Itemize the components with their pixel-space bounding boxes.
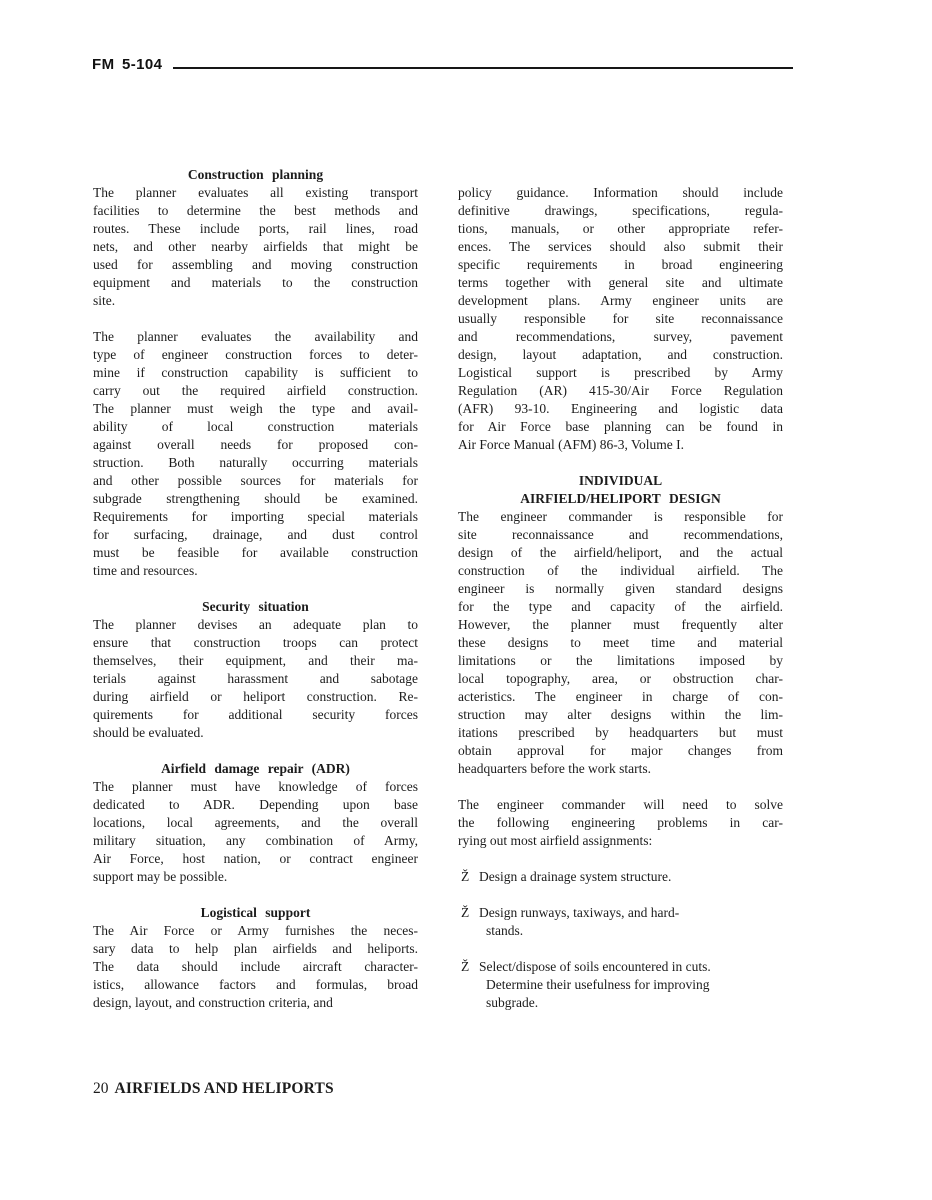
paragraph-line: The engineer commander will need to solve [458,797,783,812]
paragraph-line: design, layout adaptation, and construction. [458,347,783,362]
bullet-item [458,904,783,940]
paragraph-line: support may be possible. [93,869,228,884]
heading-line: AIRFIELD/HELIPORT DESIGN [520,491,721,506]
bullet-marker: Ž [461,869,470,884]
paragraph-line: The planner must weigh the type and avail- [93,401,418,416]
bullet-line: Select/dispose of soils encountered in cuts. [479,959,711,974]
paragraph-line: design of the airfield/heliport, and the actual [458,545,783,560]
bullet-item [458,958,783,1012]
paragraph-line: must be feasible for available construction [93,545,418,560]
paragraph-line: headquarters before the work starts. [458,761,652,776]
paragraph-line: The planner evaluates the availability and [93,329,418,344]
heading-line: INDIVIDUAL [578,473,663,488]
heading-line: Airfield damage repair (ADR) [161,761,350,776]
paragraph-line: subgrade strengthening should be examined. [93,491,418,506]
header-rule [173,67,793,69]
paragraph-line: against overall needs for proposed con- [93,437,418,452]
section-heading [93,166,418,184]
paragraph-line: time and resources. [93,563,198,578]
paragraph-line: (AFR) 93-10. Engineering and logistic data [458,401,783,416]
paragraph-line: and recommendations, survey, pavement [458,329,783,344]
paragraph [458,184,783,454]
text-columns [93,166,783,1012]
paragraph [93,922,418,1012]
manual-title: AIRFIELDS AND HELIPORTS [114,1080,334,1097]
bullet-text [479,958,783,1012]
paragraph-line: struction may alter designs within the lim- [458,707,783,722]
paragraph-line: The planner evaluates all existing transport [93,185,418,200]
paragraph-line: The data should include aircraft character- [93,959,418,974]
paragraph-line: nets, and other nearby airfields that might be [93,239,418,254]
paragraph-line: equipment and materials to the construction [93,275,418,290]
paragraph-line: mine if construction capability is sufficient to [93,365,418,380]
paragraph-line: site. [93,293,116,308]
paragraph-line: Air Force, host nation, or contract engineer [93,851,418,866]
paragraph-line: tions, manuals, or other appropriate refer- [458,221,783,236]
paragraph-line: istics, allowance factors and formulas, broad [93,977,418,992]
paragraph-line: locations, local agreements, and the overall [93,815,418,830]
column-left [93,166,418,1012]
paragraph-line: The planner devises an adequate plan to [93,617,418,632]
paragraph-line: ability of local construction materials [93,419,418,434]
paragraph-line: terms together with general site and ultimate [458,275,783,290]
paragraph [458,796,783,850]
paragraph-line: carry out the required airfield construction. [93,383,418,398]
paragraph-line: specific requirements in broad engineering [458,257,783,272]
paragraph-line: design, layout, and construction criteria, and [93,995,333,1010]
paragraph-line: Air Force Manual (AFM) 86-3, Volume I. [458,437,684,452]
bullet-line: Determine their usefulness for improving [486,977,710,992]
paragraph-line: ensure that construction troops can protect [93,635,418,650]
bullet-text [479,904,783,940]
paragraph [93,616,418,742]
bullet-line: subgrade. [486,995,539,1010]
paragraph-line: the following engineering problems in car- [458,815,783,830]
paragraph-line: definitive drawings, specifications, regula- [458,203,783,218]
paragraph-line: used for assembling and moving construction [93,257,418,272]
paragraph-line: themselves, their equipment, and their ma- [93,653,418,668]
heading-line: Logistical support [200,905,311,920]
paragraph-line: usually responsible for site reconnaissance [458,311,783,326]
paragraph-line: development plans. Army engineer units are [458,293,783,308]
paragraph-line: policy guidance. Information should include [458,185,783,200]
paragraph-line: quirements for additional security forces [93,707,418,722]
paragraph-line: dedicated to ADR. Depending upon base [93,797,418,812]
paragraph-line: site reconnaissance and recommendations, [458,527,783,542]
bullet-text [479,868,783,886]
paragraph-line: terials against harassment and sabotage [93,671,418,686]
paragraph-line: rying out most airfield assignments: [458,833,653,848]
page-footer [93,1080,334,1098]
section-heading [93,598,418,616]
paragraph-line: However, the planner must frequently alter [458,617,783,632]
heading-line: Construction planning [187,167,324,182]
paragraph-line: obtain approval for major changes from [458,743,783,758]
paragraph-line: Logistical support is prescribed by Army [458,365,783,380]
paragraph-line: these designs to meet time and material [458,635,783,650]
paragraph-line: facilities to determine the best methods and [93,203,418,218]
doc-code: FM 5-104 [92,56,163,73]
heading-line: Security situation [202,599,309,614]
bullet-line: Design runways, taxiways, and hard- [479,905,680,920]
bullet-line: stands. [486,923,524,938]
bullet-line: Design a drainage system structure. [479,869,672,884]
paragraph-line: during airfield or heliport construction. Re- [93,689,418,704]
paragraph-line: sary data to help plan airfields and heliports. [93,941,418,956]
section-heading [93,904,418,922]
paragraph-line: for Air Force base planning can be found in [458,419,783,434]
paragraph-line: military situation, any combination of Army, [93,833,418,848]
paragraph-line: ences. The services should also submit their [458,239,783,254]
paragraph-line: limitations or the limitations imposed by [458,653,783,668]
paragraph-line: should be evaluated. [93,725,204,740]
paragraph-line: acteristics. The engineer in charge of con- [458,689,783,704]
paragraph-line: construction of the individual airfield. The [458,563,783,578]
paragraph-line: itations prescribed by headquarters but must [458,725,783,740]
paragraph-line: for the type and capacity of the airfield. [458,599,783,614]
bullet-marker: Ž [461,905,470,920]
paragraph-line: local topography, area, or obstruction char- [458,671,783,686]
paragraph-line: engineer is normally given standard designs [458,581,783,596]
paragraph [93,778,418,886]
section-heading [93,760,418,778]
bullet-item [458,868,783,886]
paragraph-line: The Air Force or Army furnishes the neces- [93,923,418,938]
paragraph-line: Requirements for importing special materials [93,509,418,524]
paragraph-line: for surfacing, drainage, and dust control [93,527,418,542]
paragraph-line: type of engineer construction forces to deter- [93,347,418,362]
paragraph-line: The engineer commander is responsible for [458,509,783,524]
paragraph [93,184,418,310]
page-number: 20 [93,1080,109,1097]
paragraph [93,328,418,580]
bullet-marker: Ž [461,959,470,974]
column-right [458,166,783,1012]
paragraph-line: The planner must have knowledge of forces [93,779,418,794]
paragraph-line: routes. These include ports, rail lines, road [93,221,418,236]
paragraph-line: Regulation (AR) 415-30/Air Force Regulation [458,383,783,398]
paragraph-line: struction. Both naturally occurring materials [93,455,418,470]
section-heading [458,472,783,508]
paragraph [458,508,783,778]
paragraph-line: and other possible sources for materials for [93,473,418,488]
